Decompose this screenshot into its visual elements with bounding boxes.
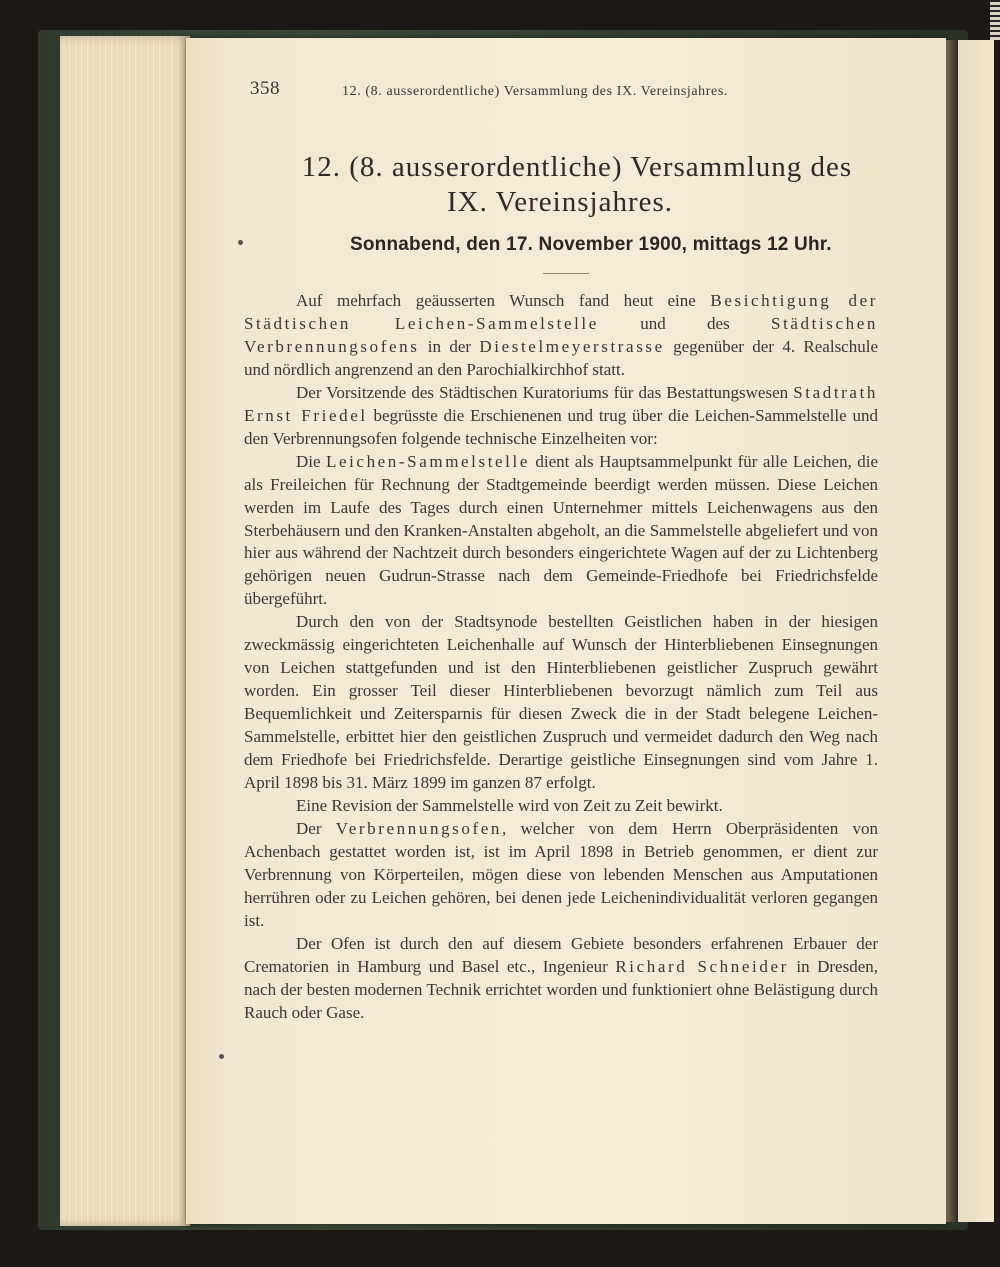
spaced-text: Städtischen Verbrennungsofens (244, 313, 878, 356)
body-text (244, 290, 878, 1025)
section-divider (543, 273, 589, 274)
text-run: Der Ofen ist durch den auf diesem Gebiete besonders erfahrenen Erbauer der Crematorien in Hamburg und Basel etc., Ingenieur (244, 933, 878, 976)
spaced-text: Diestelmeyerstrasse (479, 336, 665, 356)
running-head (250, 78, 810, 108)
text-run: dient als Hauptsammelpunkt für alle Leichen, die als Freileichen für Rechnung der Stadtgemeinde beerdigt werden müssen. Diese Leichen werden im Laufe des Tages durch einen Unternehmer mittels Leichenwagens aus den Sterbehäusern und den Kranken-Anstalten abgeholt, an die Sammelstelle abgeliefert und von hier aus während der Nachtzeit durch besonders eingerichtete Wagen auf der zu Lichtenberg gehörigen neuen Gudrun-Strasse nach dem Gemeinde-Friedhofe bei Friedrichsfelde übergeführt. (244, 451, 878, 609)
text-run: begrüsste die Erschienenen und trug über die Leichen-Sammelstelle und den Verbrennungsofen folgende technische Einzelheiten vor: (244, 405, 878, 448)
page-number: 358 (250, 78, 280, 99)
scale-ruler (990, 0, 1000, 40)
paragraph-5: Eine Revision der Sammelstelle wird von Zeit zu Zeit bewirkt. (296, 795, 723, 815)
running-title: 12. (8. ausserordentliche) Versammlung des IX. Vereinsjahres. (342, 84, 728, 99)
text-run: Die (296, 451, 326, 471)
text-run: in der (419, 336, 480, 356)
meeting-date: Sonnabend, den 17. November 1900, mittags 12 Uhr. (350, 234, 832, 255)
facing-page-edge (958, 40, 994, 1222)
text-run: Auf mehrfach geäusserten Wunsch fand heut eine (296, 291, 711, 310)
text-run: , welcher von dem Herrn Oberpräsidenten von Achenbach gestattet worden ist, ist im April 1898 in Betrieb genommen, er dient zur Verbrennung von Körperteilen, mögen diese von lebenden Menschen aus Amputationen herrühren oder zu Leichen gehören, bei denen jede Leichenindividualität verloren gegangen ist. (244, 818, 878, 930)
paragraph-4: Durch den von der Stadtsynode bestellten Geistlichen haben in der hiesigen zweckmässig eingerichteten Leichenhalle auf Wunsch der Hinterbliebenen Einsegnungen von Leichen stattgefunden und ist den Hinterbliebenen geistlicher Zuspruch gewährt worden. Ein grosser Teil dieser Hinterbliebenen bevorzugt nämlich zum Teil aus Bequemlichkeit und Zeitersparnis für diesen Zweck die in der Stadt belegene Leichen-Sammelstelle, erbittet hier den geistlichen Zuspruch und vermeidet dadurch den Weg nach dem Friedhofe bei Friedrichsfelde. Derartige geistliche Einsegnungen sind vom Jahre 1. April 1898 bis 31. März 1899 im ganzen 87 erfolgt. (244, 612, 878, 793)
spaced-text: Stadtrath Ernst Friedel (244, 382, 878, 425)
page-edges (60, 36, 190, 1226)
spaced-text: Besichtigung der Städtischen Leichen-Sammelstelle (244, 291, 878, 333)
chapter-title-line-1: 12. (8. ausserordentliche) Versammlung des (301, 151, 853, 183)
spaced-text: Verbrennungsofen (335, 818, 502, 838)
spaced-text: Leichen-Sammelstelle (325, 451, 530, 471)
paragraph-3 (244, 451, 878, 612)
paragraph-1 (244, 290, 878, 382)
chapter-title-line-2: IX. Vereinsjahres. (446, 186, 674, 218)
spaced-text: Richard Schneider (615, 956, 789, 976)
text-run: gegenüber der 4. Realschule und nördlich angrenzend an den Parochialkirchhof statt. (244, 336, 878, 379)
text-run: Der (296, 818, 336, 838)
ink-speck (219, 1054, 224, 1059)
paragraph-2 (244, 382, 878, 451)
page-gutter (946, 40, 958, 1222)
text-run: Der Vorsitzende des Städtischen Kuratoriums für das Bestattungswesen (296, 382, 794, 402)
text-run: in Dresden, nach der besten modernen Technik errichtet worden und funktioniert ohne Belästigung durch Rauch oder Gase. (244, 956, 878, 1022)
paragraph-7 (244, 933, 878, 1025)
ink-speck (238, 240, 243, 245)
paragraph-6 (244, 818, 878, 933)
chapter-title (250, 150, 890, 220)
text-run: und des (598, 313, 772, 333)
